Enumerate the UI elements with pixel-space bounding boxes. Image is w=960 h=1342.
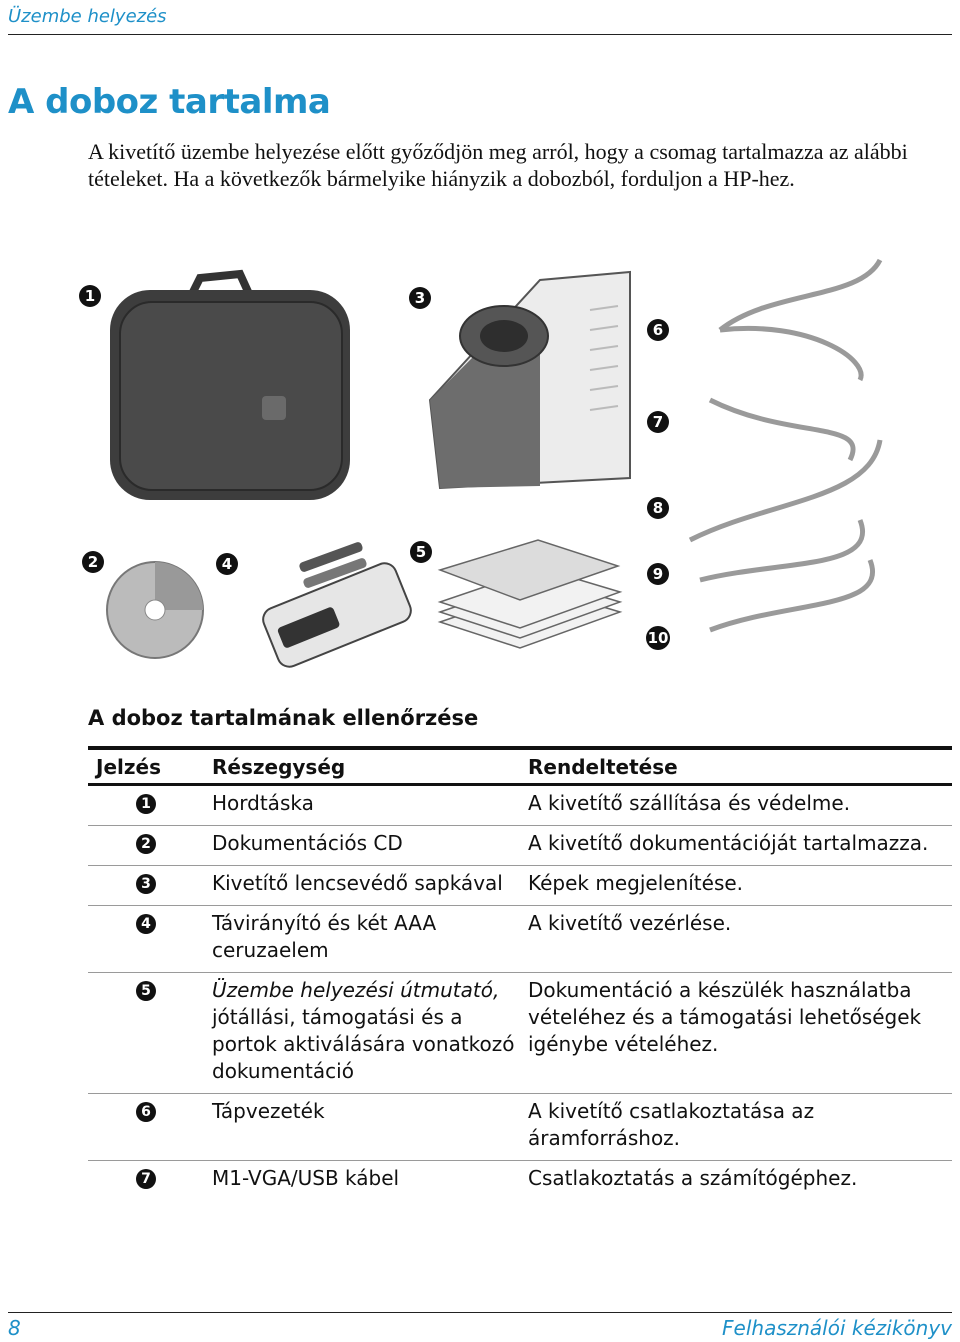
item-marker: 5	[136, 981, 156, 1001]
purpose-cell: A kivetítő vezérlése.	[528, 911, 732, 935]
carrying-case-image	[110, 274, 350, 500]
table-row	[88, 905, 952, 972]
table-row	[88, 825, 952, 865]
header-rule	[8, 34, 952, 35]
table-title: A doboz tartalmának ellenőrzése	[88, 706, 479, 730]
component-cell: Távirányító és két AAA ceruzaelem	[212, 911, 437, 962]
item-marker: 6	[136, 1102, 156, 1122]
svg-text:10: 10	[647, 629, 669, 647]
svg-text:9: 9	[652, 565, 664, 583]
svg-text:3: 3	[414, 289, 426, 307]
component-cell: Kivetítő lencsevédő sapkával	[212, 871, 503, 895]
item-marker: 4	[136, 914, 156, 934]
purpose-cell: Csatlakoztatás a számítógéphez.	[528, 1166, 858, 1190]
page-title: A doboz tartalma	[8, 82, 331, 122]
svg-text:4: 4	[221, 555, 233, 573]
table-header-row	[88, 750, 952, 786]
table-row	[88, 786, 952, 825]
component-cell-italic-part: Üzembe helyezési útmutató,	[212, 978, 500, 1002]
column-header-mark: Jelzés	[96, 755, 161, 779]
page-number: 8	[8, 1316, 21, 1340]
manual-name: Felhasználói kézikönyv	[722, 1316, 952, 1340]
svg-text:5: 5	[415, 543, 427, 561]
purpose-cell: A kivetítő szállítása és védelme.	[528, 791, 851, 815]
component-cell: M1-VGA/USB kábel	[212, 1166, 400, 1190]
table-row	[88, 1093, 952, 1160]
table-row	[88, 972, 952, 1093]
purpose-cell: Képek megjelenítése.	[528, 871, 744, 895]
svg-text:2: 2	[87, 553, 99, 571]
svg-text:7: 7	[652, 413, 664, 431]
purpose-cell: Dokumentáció a készülék használatba vételéhez és a támogatási lehetőségek igénybe vételéhez.	[528, 978, 922, 1056]
box-contents-table	[88, 746, 952, 1200]
footer-rule	[8, 1312, 952, 1313]
item-marker: 7	[136, 1169, 156, 1189]
documents-stack-image	[440, 540, 620, 648]
column-header-purpose: Rendeltetése	[528, 755, 678, 779]
cables-image	[690, 260, 880, 630]
item-marker: 3	[136, 874, 156, 894]
purpose-cell: A kivetítő csatlakoztatása az áramforráshoz.	[528, 1099, 815, 1150]
table-row	[88, 1160, 952, 1200]
item-marker: 2	[136, 834, 156, 854]
purpose-cell: A kivetítő dokumentációját tartalmazza.	[528, 831, 929, 855]
column-header-component: Részegység	[212, 755, 346, 779]
component-cell: Dokumentációs CD	[212, 831, 403, 855]
item-marker: 1	[136, 794, 156, 814]
component-cell: Hordtáska	[212, 791, 314, 815]
component-cell	[212, 977, 528, 1085]
component-cell: Tápvezeték	[212, 1099, 325, 1123]
table-row	[88, 865, 952, 905]
remote-control-image	[260, 541, 415, 670]
projector-image	[430, 272, 630, 488]
intro-paragraph: A kivetítő üzembe helyezése előtt győződjön meg arról, hogy a csomag tartalmazza az alábbi tételeket. Ha a következők bármelyike hiányzik a dobozból, forduljon a HP-hez.	[88, 139, 908, 191]
documentation-cd-image	[107, 562, 203, 658]
svg-text:8: 8	[652, 499, 664, 517]
component-cell-rest: jótállási, támogatási és a portok aktiválására vonatkozó dokumentáció	[212, 1005, 515, 1083]
svg-text:6: 6	[652, 321, 664, 339]
svg-text:1: 1	[84, 287, 96, 305]
running-head: Üzembe helyezés	[8, 6, 167, 27]
box-contents-illustration	[70, 250, 950, 670]
